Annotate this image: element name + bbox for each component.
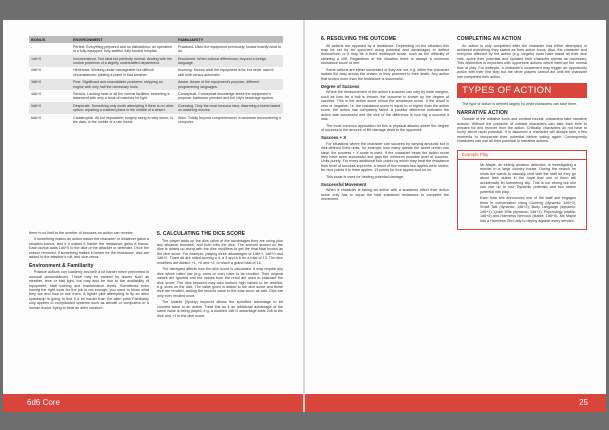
paragraph: If something makes an action easier the character or whatever gains a situation bonus, and if it makes it harder the resistance gains a bonus. Each bonus adds 1d6+0 to the dice of the attacker or defender. Once the reason removed, if something makes it harder for the resistance, dice are added to the attacker's roll, and vice-versa. bbox=[29, 237, 149, 260]
example-play-box bbox=[457, 150, 587, 230]
example-paragraph: Each time she announces one of the staff she engages them in conversation using Cunning (dynamic: 1d6+0), Small Talk (dynamic: 1d6+2), Body Language (dynamic: 1d6+1), Quick Wits (dynamic: 1d6+1), Psychology (stable: 1d6+0) and Harmless Nervous (stable: 1d6+0). Ms Maple has a Harmless Old Lady to deploy against every servant. bbox=[480, 196, 576, 223]
table-cell-environment: Hindrance. Working under manageable but difficult circumstances; piloting a plane in bad weather. bbox=[73, 68, 154, 77]
paragraph: All actions are opposed by a resistance. Depending on the situation this may be set by an opponent using potential and advantages to deflect themselves, or it may be a fixed resistance score, such as the difficulty of climbing a cliff. Regardless of the situation there is always a minimum resistance score of one. bbox=[321, 43, 449, 66]
right-column-1 bbox=[321, 36, 449, 204]
paragraph: The Usable (Sporty) keyword allows the specified advantage to be counted twice in an action. Treat this as if an additional advantage of the same value is being played, e.g. a doubled 1d6+2 advantage adds 2d6 to the dice and +4 to the dice score. bbox=[157, 300, 283, 318]
table-cell-familiarity: Knowing. Knows what the equipment is for but never used it; skill shift versus automatic. bbox=[178, 68, 275, 77]
footer-book-title: 6d6 Core bbox=[27, 398, 60, 407]
right-column-2 bbox=[457, 36, 587, 230]
section-heading: 6. RESOLVING THE OUTCOME bbox=[321, 36, 397, 42]
paragraph: there is no limit to the number of bonuses an action can receive. bbox=[29, 231, 134, 235]
paragraph: Some actions are either successful or they are not, e.g. either the character makes the leap across the chasm or they plummet to their death. Any action that scores more than the resistance is successful. bbox=[321, 67, 449, 81]
table-cell-bonus: 3d6+0 bbox=[29, 79, 71, 91]
paragraph: The type of action is defined largely by what characters can take them. bbox=[462, 102, 578, 107]
table-cell-bonus: 5d6+0 bbox=[29, 102, 71, 114]
footer-bar-right bbox=[305, 394, 606, 412]
subsection-heading: Success + X bbox=[321, 135, 347, 141]
paragraph: Positive actions can suddenly become a lot harder when performed in unusual circumstances. These may be caused by issues such as weather, time or bad light, but may also be due to the availability of equipment, staff training and maintenance levels. Sometimes even having the right tools for the job is not enough; you need to know what they are and how to use them. A fighter pilot attempting to fly an alien spaceship is going to find it a lot harder than the alien pilot! Familiarity only applies to complicated systems such as aircraft or computers or a human doctor trying to treat an alien creature. bbox=[29, 270, 149, 310]
table-cell-environment: Desperate. Something only worth attempting if there is no other option; repairing a crashed plane in the middle of a desert. bbox=[71, 102, 176, 114]
paragraph: The disregard affects how the dice score is calculated. It may require any dice which rolled low (e.g. ones or one) have to be rerolled. Their original values are ignored and the values from the reroll are used to calculate the dice score. The dice keyword may also instruct high values to be rerolled, e.g. sixes on the dice. The value given is added to the dice score and those dice are rerolled, adding the second value to the total score as well. Dice are only ever rerolled once. bbox=[157, 267, 283, 298]
table-header-environment: ENVIRONMENT bbox=[71, 36, 176, 43]
table-row bbox=[29, 55, 283, 67]
table-row bbox=[29, 67, 283, 79]
paragraph: The most common application for this is physical attacks where the degree of success is the amount of life damage dealt to the opponent. bbox=[321, 123, 449, 132]
table-header-familiarity: FAMILIARITY bbox=[176, 36, 283, 43]
paragraph: The player adds up the dice value of the advantages they are using plus any situation bonuses, and then rolls the dice. The amount scored on the dice is added up along with the dice modifiers to get the final total known as the dice score. For example, playing three advantages of 1d6+1, 1d6+0 and 1d6+2. Three d6 are rolled scoring a 4, a 3 and a 6 for a total of 13. The dice modifiers are added: +1, +0 and +2, to reach a grand total of 16. bbox=[157, 238, 283, 265]
table-cell-familiarity: Conceptual. Conceptual knowledge about the equipment's purpose; bathroom plumber and the city's sewerage system. bbox=[178, 92, 274, 101]
section-heading: Environment & Familiarity bbox=[29, 262, 94, 269]
paragraph: Where the measurement of the action's success can vary by wide margins, such as how far a ball is thrown, the outcome is shown by the degree of success. This is the action score minus the resistance score. If the result is zero or negative, i.e. the resistance score is equal to or higher than the action score, the action has completely failed. A positive difference indicates the action was successful and the size of the difference is how big a success it was. bbox=[321, 90, 449, 122]
example-paragraph: Mr Maple, an elderly amateur detective, is investigating a murder in a large country house. During the search he shuts the wards to casually chat with the staff so they go about their duties in the hope that one of them will accidentally let something slip. This is not strong but she can use up to four Dynamic potential and two stable potential into play. bbox=[480, 162, 576, 194]
subsection-heading: Successful Movement bbox=[321, 182, 367, 188]
types-of-action-banner: TYPES OF ACTION bbox=[457, 83, 587, 98]
table-cell-familiarity: Encultured. When cultural differences, beyond a foreign language. bbox=[176, 55, 283, 67]
table-cell-bonus: - bbox=[31, 44, 33, 49]
table-cell-bonus: 2d6+0 bbox=[31, 68, 42, 73]
left-column-2 bbox=[157, 231, 283, 320]
table-cell-bonus: 1d6+0 bbox=[29, 55, 71, 67]
table-cell-familiarity: Alien. Totally beyond comprehension; a caveman encountering a computer. bbox=[178, 115, 281, 124]
table-cell-familiarity: Guessing. Only the most tenuous idea; disarming a bomb based on watching movies. bbox=[176, 102, 283, 114]
table-cell-bonus: 6d6+0 bbox=[31, 115, 42, 120]
table-row bbox=[29, 79, 283, 91]
table-header-bonus: BONUS bbox=[29, 36, 71, 43]
table-row bbox=[29, 102, 283, 114]
paragraph: For situations where the character can succeed by varying amounts but in well-defined fixed units, for example how many quests the street urchin can steal, the success + X scale is used. If the character beats the action score they have been successful and gain the minimum possible level of success. Units purely: For every additional four points by which they beat the resistance their level of success improves. A result of five means two apples were stolen; for nine points it is three apples; 13 points for four apples and so on. bbox=[321, 141, 449, 173]
table-header-row bbox=[29, 36, 283, 43]
footer-bar-left bbox=[3, 394, 303, 412]
table-cell-environment: Serious. Lacking most or all the normal facilities: searching a basement with only a book of matches for light. bbox=[73, 92, 170, 101]
table-cell-bonus: 4d6+0 bbox=[31, 92, 42, 97]
table-cell-environment: Perfect. Everything prepared and no distractions: an operation in a fully-equipped, fully-staffed, fully-funded hospital. bbox=[73, 44, 172, 54]
page-number: 25 bbox=[579, 398, 588, 407]
environment-familiarity-table bbox=[29, 36, 283, 126]
table-cell-familiarity: Aware. Aware of the equipment's purpose, different programming languages. bbox=[176, 79, 283, 91]
table-cell-environment: Catastrophic. All but impossible; surgery using a rusty stone, in the dark, in the middle of a rain forest. bbox=[73, 115, 173, 124]
left-column-1 bbox=[29, 231, 149, 312]
right-page bbox=[305, 20, 606, 412]
table-cell-familiarity: Practised. Used the equipment previously, knows exactly what to do. bbox=[178, 44, 282, 54]
subsection-heading: Degree of Success bbox=[321, 84, 360, 90]
section-heading: COMPLETING AN ACTION bbox=[457, 36, 522, 42]
paragraph: Outside of the initiative turns and combat rounds, characters take narrative actions. Without the pressure of combat characters can take their time to prepare for and recover from the action. Critically, characters do not have to worry about rapid potential. It is assumed a character will always take a few moments to recuperate their potential before acting again. Consequently characters can use all their potential in narrative actions. bbox=[457, 117, 587, 144]
section-heading: 5. CALCULATING THE DICE SCORE bbox=[157, 231, 246, 237]
table-row bbox=[29, 114, 283, 126]
section-heading: NARRATIVE ACTION bbox=[457, 109, 508, 116]
paragraph: This scale is used for dealing potential damage. bbox=[326, 174, 404, 179]
table-cell-environment: Inconvenience. Not ideal but perfectly normal: dealing with the routine problems of a slightly understaffed department. bbox=[71, 55, 176, 67]
left-page bbox=[3, 20, 303, 412]
example-play-title: Example Play bbox=[458, 151, 586, 160]
table-row bbox=[29, 90, 283, 102]
table-row bbox=[29, 43, 283, 55]
paragraph: When a character is taking an action with a sustained effect their action score only has to equal the total sustained resistance to complete the movement. bbox=[321, 188, 449, 202]
paragraph: An action is only completed after the character has either attempted or achieved everything they stated as their action focus. Also, the character and everyone affected by the action (e.g. targets) must have made all their dice rolls, spent their potential and updated their character sheets as necessary. This distinction is important with opportune actions which interrupt the normal flow of play. For example, a character's movement may trigger an opportunity action with their first step but the other players cannot act until the character has completed their action. bbox=[457, 43, 587, 79]
table-cell-environment: Poor. Significant and unavoidable problems: stripping an engine with only half the necessary tools. bbox=[71, 79, 176, 91]
